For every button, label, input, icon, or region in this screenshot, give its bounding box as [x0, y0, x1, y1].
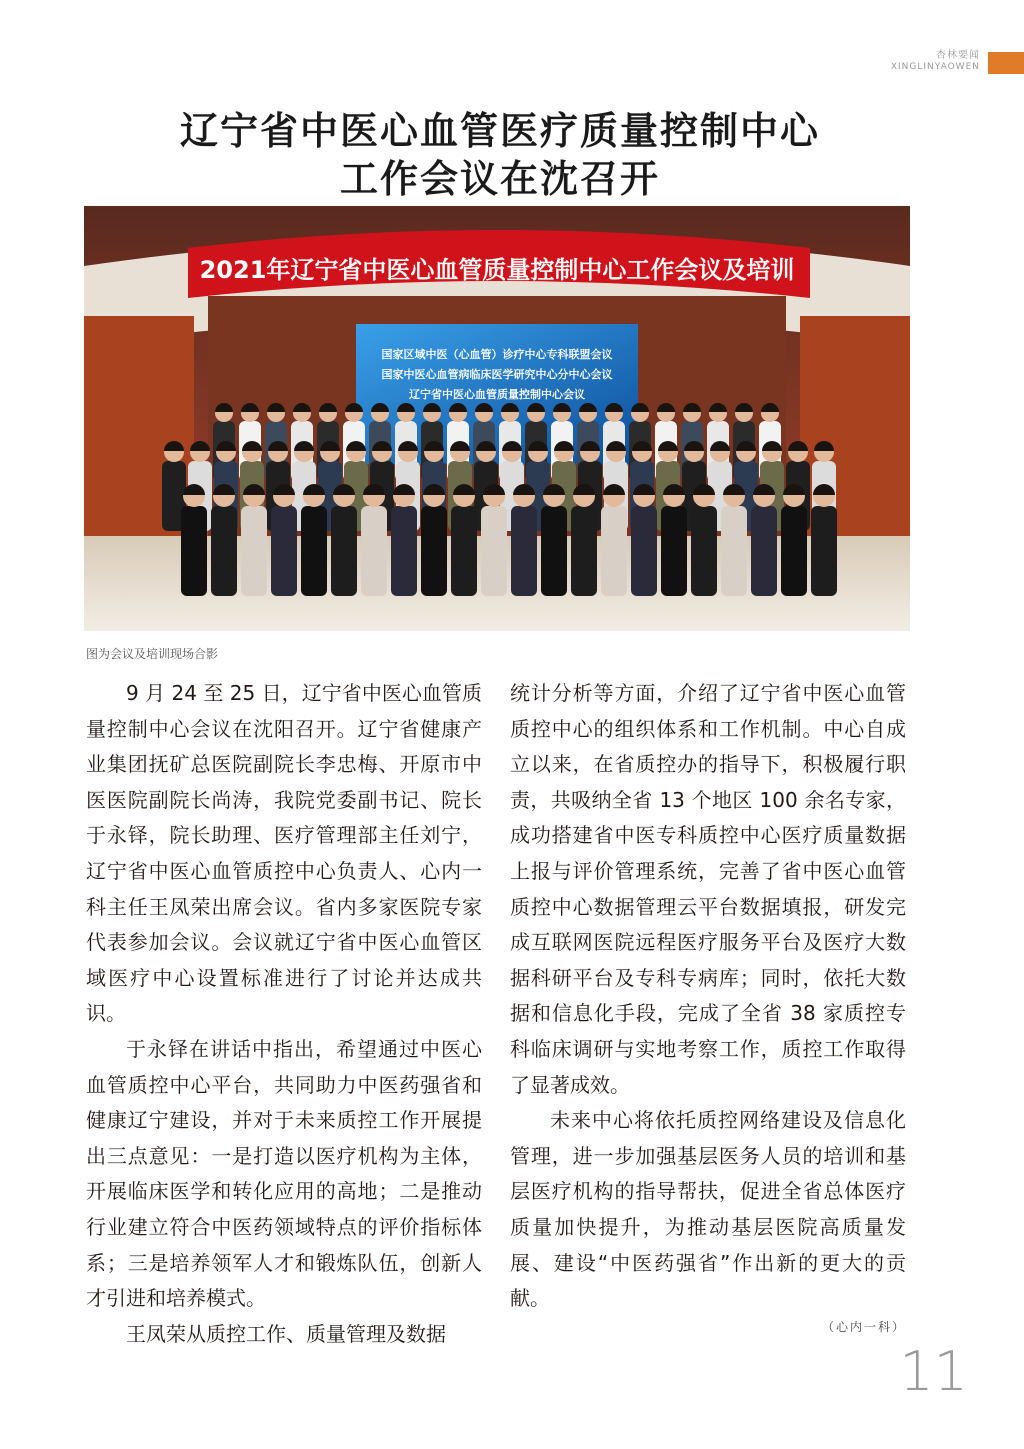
paragraph: 未来中心将依托质控网络建设及信息化管理，进一步加强基层医务人员的培训和基层医疗机构的指导帮扶，促进全省总体医疗质量加快提升，为推动基层医院高质量发展、建设“中医药强省”作出新的更大的贡献。	[510, 1108, 906, 1311]
paragraph: 统计分析等方面，介绍了辽宁省中医心血管质控中心的组织体系和工作机制。中心自成立以来，在省质控办的指导下，积极履行职责，共吸纳全省 13 个地区 100 余名专家，成功搭建省中医专科质控中心医疗质量数据上报与评价管理系统，完善了省中医心血管质控中心数据管理云平台数据填报，研发完成互联网医院远程医疗服务平台及医疗大数据科研平台及专科专病库；同时，依托大数据和信息化手段，完成了全省 38 家质控专科临床调研与实地考察工作，质控工作取得了显著成效。	[510, 681, 906, 1097]
section-name-en: XINGLINYAOWEN	[890, 62, 980, 72]
screen-text-line-1: 国家区域中医（心血管）诊疗中心专科联盟会议	[381, 348, 613, 361]
article-column-left	[86, 676, 482, 1352]
article-column-right	[510, 676, 906, 1317]
author-signoff: （心内一科）	[821, 1320, 906, 1334]
article-title-line-2: 工作会议在沈召开	[339, 156, 660, 201]
paragraph: 9 月 24 至 25 日，辽宁省中医心血管质量控制中心会议在沈阳召开。辽宁省健康产业集团抚矿总医院副院长李忠梅、开原市中医医院副院长尚涛，我院党委副书记、院长于永铎，院长助理、医疗管理部主任刘宁，辽宁省中医心血管质控中心负责人、心内一科主任王凤荣出席会议。省内多家医院专家代表参加会议。会议就辽宁省中医心血管区域医疗中心设置标准进行了讨论并达成共识。	[86, 681, 482, 1026]
article-title-line-1: 辽宁省中医心血管医疗质量控制中心	[179, 108, 820, 153]
group-photo	[84, 206, 910, 631]
paragraph: 王凤荣从质控工作、质量管理及数据	[126, 1321, 446, 1346]
section-label	[891, 46, 980, 72]
page-number: 11	[899, 1340, 968, 1403]
photo-caption: 图为会议及培训现场合影	[86, 647, 219, 661]
banner-text: 2021年辽宁省中医心血管质量控制中心工作会议及培训	[199, 256, 795, 284]
section-name-cn: 杏林要闻	[936, 50, 980, 61]
paragraph: 于永铎在讲话中指出，希望通过中医心血管质控中心平台，共同助力中医药强省和健康辽宁建设，并对于未来质控工作开展提出三点意见：一是打造以医疗机构为主体，开展临床医学和转化应用的高地；二是推动行业建立符合中医药领域特点的评价指标体系；三是培养领军人才和锻炼队伍，创新人才引进和培养模式。	[86, 1036, 482, 1311]
screen-text-line-2: 国家中医心血管病临床医学研究中心分中心会议	[381, 368, 613, 381]
screen-text-line-3: 辽宁省中医心血管质量控制中心会议	[409, 388, 585, 401]
section-accent-bar	[988, 52, 1024, 74]
